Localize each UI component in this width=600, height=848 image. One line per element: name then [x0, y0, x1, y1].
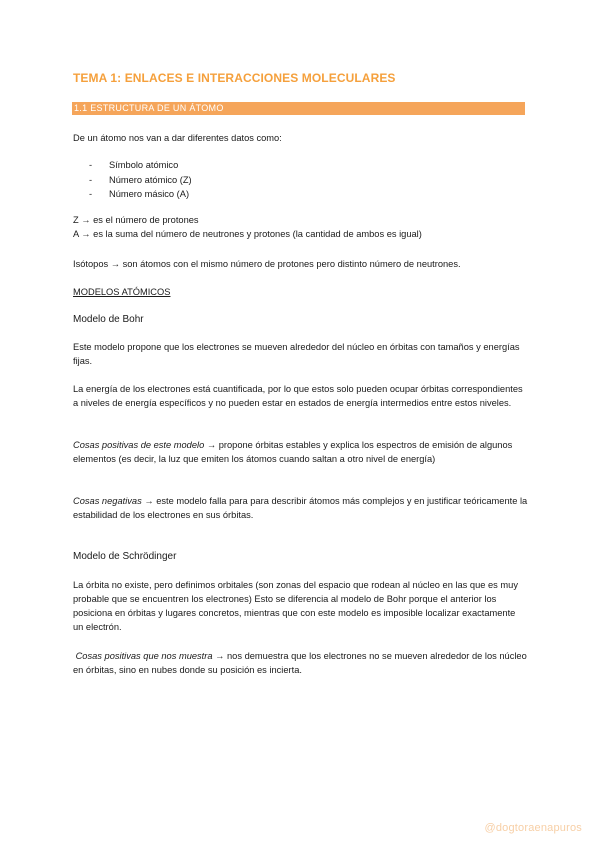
bohr-paragraph-2: La energía de los electrones está cuantificada, por lo que estos solo pueden ocupar órbitas correspondientes a niveles de energía específicos y no pueden estar en estados de energía intermedios entre estos niveles.	[73, 384, 523, 408]
bohr-positive-text: → propone órbitas estables y explica los espectros de emisión de algunos elementos (es decir, la luz que emiten los átomos cuando saltan a otro nivel de energía)	[73, 440, 513, 464]
bohr-paragraph-1: Este modelo propone que los electrones se mueven alrededor del núcleo en órbitas con tamaños y energías fijas.	[73, 342, 520, 366]
schrodinger-positive-text: → nos demuestra que los electrones no se mueven alrededor de los núcleo en órbitas, sino en nubes donde su posición es incierta.	[73, 651, 527, 675]
a-definition: A → es la suma del número de neutrones y protones (la cantidad de ambos es igual)	[73, 229, 422, 239]
bohr-heading: Modelo de Bohr	[73, 314, 144, 325]
schrodinger-positive-label: Cosas positivas que nos muestra	[75, 651, 213, 661]
isotopes-definition: Isótopos → son átomos con el mismo número de protones pero distinto número de neutrones.	[73, 259, 461, 269]
schrodinger-paragraph: La órbita no existe, pero definimos orbitales (son zonas del espacio que rodean al núcleo en las que es muy probable que se encuentren los electrones) Esto se diferencia al modelo de Bohr porque el anterior los posiciona en órbitas y lugares concretos, mientras que con este modelo es imposible localizar exactamente un electrón.	[73, 580, 518, 632]
bohr-negative-text: → este modelo falla para para describir átomos más complejos y en justificar teóricamente la estabilidad de los electrones en sus órbitas.	[73, 496, 528, 520]
z-definition: Z → es el número de protones	[73, 215, 199, 225]
schrodinger-positive-paragraph	[73, 649, 528, 677]
models-heading: MODELOS ATÓMICOS	[73, 287, 171, 297]
list-item: - Número atómico (Z)	[89, 173, 192, 188]
intro-paragraph: De un átomo nos van a dar diferentes datos como:	[73, 133, 282, 143]
list-item-text: Número atómico (Z)	[109, 174, 192, 185]
list-item-text: Número másico (A)	[109, 189, 190, 199]
bohr-negative-paragraph	[73, 494, 528, 522]
list-item: - Símbolo atómico	[89, 158, 192, 173]
bohr-positive-label: Cosas positivas de este modelo	[73, 440, 205, 450]
bohr-negative-label: Cosas negativas	[73, 496, 142, 506]
atom-data-list	[89, 158, 192, 202]
schrodinger-heading: Modelo de Schrödinger	[73, 551, 177, 562]
list-item: - Número másico (A)	[89, 187, 192, 202]
watermark: @dogtoraenapuros	[484, 822, 582, 834]
section-heading-bar: 1.1 ESTRUCTURA DE UN ÁTOMO	[72, 102, 525, 115]
list-item-text: Símbolo atómico	[109, 160, 179, 170]
document-title: TEMA 1: ENLACES E INTERACCIONES MOLECULARES	[73, 71, 396, 85]
bohr-positive-paragraph	[73, 438, 528, 466]
